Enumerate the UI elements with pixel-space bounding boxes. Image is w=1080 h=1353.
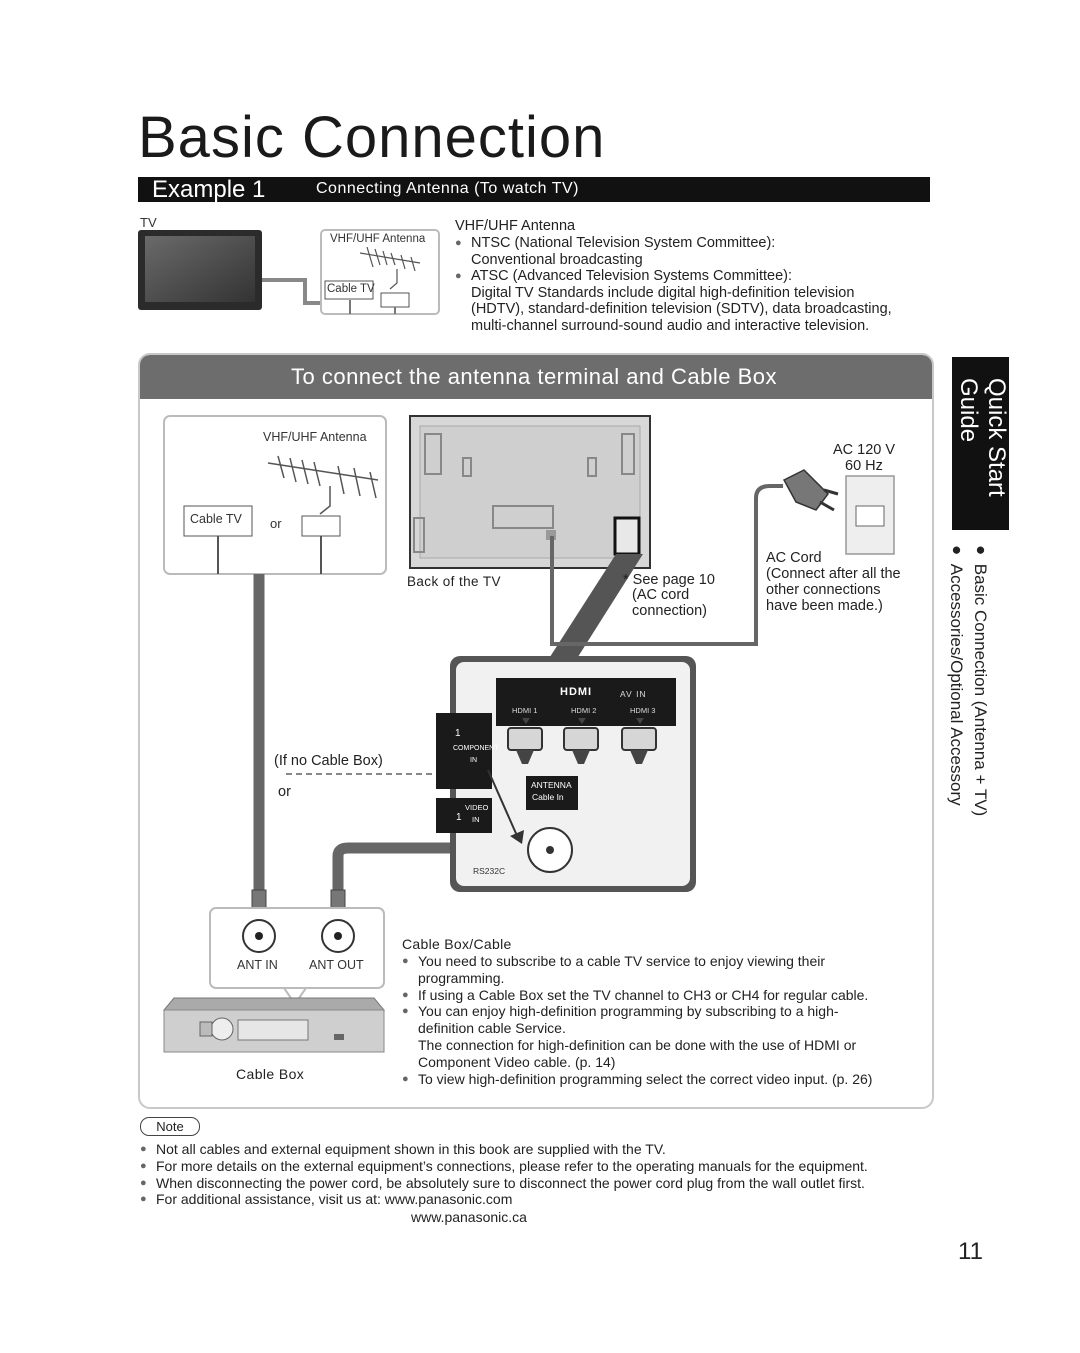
antenna-label: VHF/UHF Antenna xyxy=(263,430,367,444)
side-item-text: Basic Connection (Antenna + TV) xyxy=(971,563,990,817)
bullet-text: ● You need to subscribe to a cable TV service to enjoy viewing their xyxy=(418,953,826,969)
video-label: VIDEO xyxy=(465,803,489,812)
or-label-2: or xyxy=(278,784,291,800)
cable-bullet xyxy=(402,987,922,1004)
cable-box-icon xyxy=(164,998,384,1052)
antenna-bullets xyxy=(455,235,925,335)
bullet-text: ● To view high-definition programming select the correct video input. (p. 26) xyxy=(418,1070,873,1087)
tv-label: TV xyxy=(140,215,157,230)
ant-out-label: ANT OUT xyxy=(309,958,364,972)
ac-note-2: other connections xyxy=(766,582,881,598)
cable-bullet xyxy=(402,953,922,987)
cable-section-heading: Cable Box/Cable xyxy=(402,936,512,952)
note-item: ● For additional assistance, visit us at: www.panasonic.com xyxy=(140,1191,940,1208)
side-index xyxy=(944,540,992,816)
bullet-text: Digital TV Standards include digital high-definition television xyxy=(471,284,855,301)
component-num: 1 xyxy=(455,728,461,739)
bullet-text: ● NTSC (National Television System Committee): xyxy=(471,235,776,251)
example-bar xyxy=(138,177,930,202)
cable-tv-label: Cable TV xyxy=(190,512,242,526)
bullet-text: ● ATSC (Advanced Television Systems Committee): xyxy=(471,268,792,285)
panel-heading: To connect the antenna terminal and Cable Box xyxy=(290,364,778,389)
note-item: ● For more details on the external equipment’s connections, please refer to the operating manuals for the equipment. xyxy=(140,1158,940,1175)
side-item-accessories: ● Accessories/Optional Accessory xyxy=(947,540,966,806)
bullet-text: Component Video cable. (p. 14) xyxy=(418,1053,616,1070)
cable-in-label: Cable In xyxy=(532,792,564,802)
bullet-text: Conventional broadcasting xyxy=(471,251,643,268)
note-list xyxy=(140,1141,940,1208)
av-in-label: AV IN xyxy=(620,689,647,699)
note-label: Note xyxy=(140,1117,200,1136)
bullet-text: ● If using a Cable Box set the TV channel to CH3 or CH4 for regular cable. xyxy=(418,986,869,1003)
video-num: 1 xyxy=(456,812,462,823)
diagram-cable-label: Cable TV xyxy=(327,283,375,295)
cable-bullet xyxy=(402,1003,922,1070)
cable-box-ports xyxy=(210,908,384,988)
example-subtitle: Connecting Antenna (To watch TV) xyxy=(316,180,579,197)
hdmi1-label: HDMI 1 xyxy=(512,706,538,715)
bullet-text: multi-channel surround-sound audio and interactive television. xyxy=(471,317,870,334)
hdmi2-label: HDMI 2 xyxy=(571,706,597,715)
quick-start-text: Quick Start xyxy=(983,378,1010,497)
component-label: COMPONENT xyxy=(453,745,499,752)
ant-in-label: ANT IN xyxy=(237,958,278,972)
ac-hz: 60 Hz xyxy=(845,458,883,474)
ac-cord-label: AC Cord xyxy=(766,550,822,566)
quick-start-label xyxy=(954,378,1010,497)
example-label: Example 1 xyxy=(152,176,266,203)
ac-cord-ref: (AC cord xyxy=(632,587,690,603)
bullet-atsc xyxy=(455,268,925,334)
or-label: or xyxy=(270,516,282,531)
page-number: 11 xyxy=(958,1238,983,1265)
side-item-text: Accessories/Optional Accessory xyxy=(947,563,966,806)
page-title: Basic Connection xyxy=(138,105,606,170)
bullet-text: The connection for high-definition can be done with the use of HDMI or xyxy=(418,1036,857,1053)
bullet-ntsc xyxy=(455,235,925,268)
note-item: ● When disconnecting the power cord, be absolutely sure to disconnect the power cord plug from the wall outlet first. xyxy=(140,1175,940,1192)
cable-bullet xyxy=(402,1071,922,1088)
ac-note-1: (Connect after all the xyxy=(766,566,901,582)
connection-ref: connection) xyxy=(632,603,707,619)
ac-note-3: have been made.) xyxy=(766,598,883,614)
bullet-text: programming. xyxy=(418,969,505,986)
diagram-antenna-label: VHF/UHF Antenna xyxy=(330,233,426,245)
ac-voltage: AC 120 V xyxy=(833,442,896,458)
note-url-2: www.panasonic.ca xyxy=(411,1209,527,1225)
if-no-cable-box: (If no Cable Box) xyxy=(274,753,383,769)
rs232c-label: RS232C xyxy=(473,866,506,876)
bullet-text: definition cable Service. xyxy=(418,1020,566,1037)
antenna-terminal-label: ANTENNA xyxy=(531,780,572,790)
cable-section-bullets xyxy=(402,953,922,1087)
hdmi3-label: HDMI 3 xyxy=(630,706,656,715)
hdmi-logo: HDMI xyxy=(560,686,593,698)
back-of-tv-label: Back of the TV xyxy=(407,574,501,589)
cable-box-label: Cable Box xyxy=(236,1066,305,1082)
side-item-basic-connection: ● Basic Connection (Antenna + TV) xyxy=(971,540,990,817)
antenna-heading: VHF/UHF Antenna xyxy=(455,218,576,234)
plug-icon xyxy=(784,470,838,510)
see-page: * See page 10 xyxy=(623,572,715,588)
bullet-text: ● You can enjoy high-definition programming by subscribing to a high- xyxy=(418,1003,839,1020)
guide-text: Guide xyxy=(955,378,982,443)
bullet-text: (HDTV), standard-definition television (SDTV), data broadcasting, xyxy=(471,301,892,318)
video-in: IN xyxy=(472,815,480,824)
note-item: ● Not all cables and external equipment shown in this book are supplied with the TV. xyxy=(140,1141,940,1158)
component-in: IN xyxy=(470,757,477,764)
